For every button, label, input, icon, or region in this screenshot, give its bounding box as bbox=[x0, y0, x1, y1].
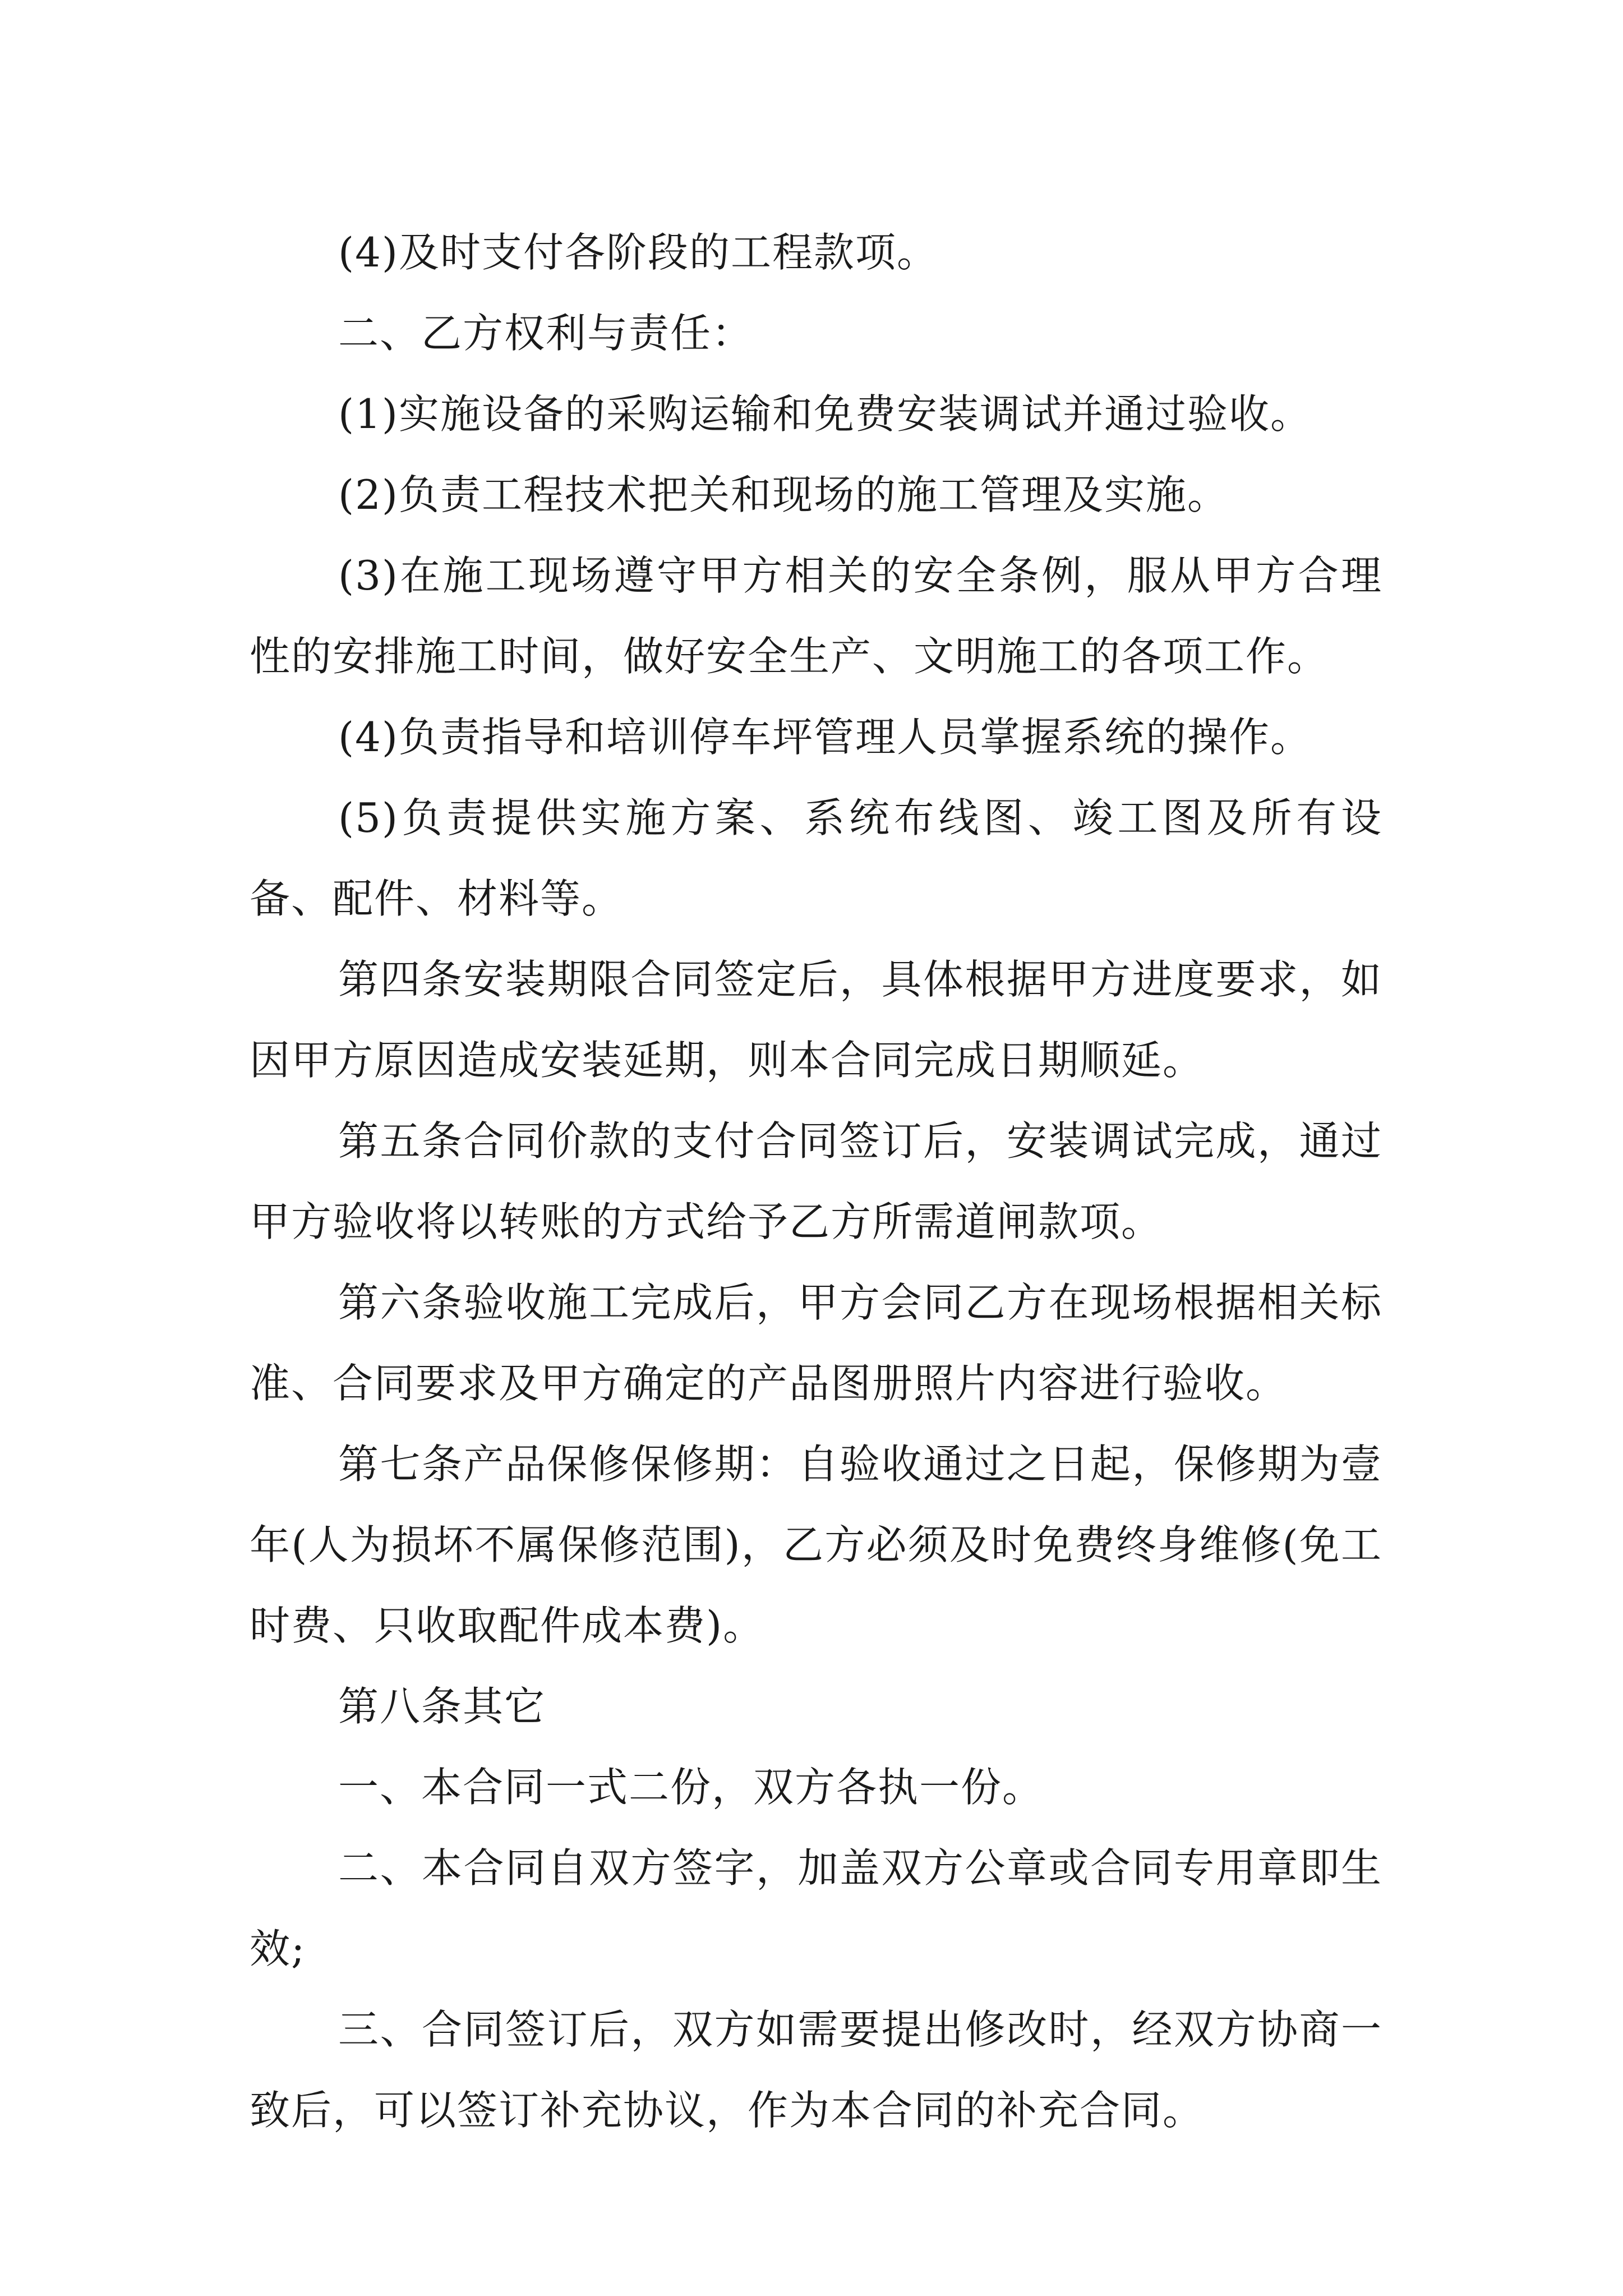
paragraph: 第八条其它 bbox=[338, 1683, 546, 1730]
paragraph: (4)负责指导和培训停车坪管理人员掌握系统的操作。 bbox=[338, 714, 1312, 761]
paragraph: (1)实施设备的采购运输和免费安装调试并通过验收。 bbox=[338, 390, 1312, 438]
paragraph: 一、本合同一式二份，双方各执一份。 bbox=[338, 1764, 1044, 1811]
document-body bbox=[250, 212, 1382, 2151]
paragraph: 二、乙方权利与责任： bbox=[338, 310, 754, 357]
paragraph: (4)及时支付各阶段的工程款项。 bbox=[338, 229, 938, 276]
paragraph: 第四条安装期限合同签定后，具体根据甲方进度要求，如因甲方原因造成安装延期，则本合同完成日期顺延。 bbox=[250, 956, 1382, 1084]
paragraph: 二、本合同自双方签字，加盖双方公章或合同专用章即生效; bbox=[250, 1844, 1382, 1972]
paragraph: (5)负责提供实施方案、系统布线图、竣工图及所有设备、配件、材料等。 bbox=[250, 794, 1382, 922]
paragraph: 第七条产品保修保修期：自验收通过之日起，保修期为壹年(人为损坏不属保修范围)，乙方必须及时免费终身维修(免工时费、只收取配件成本费)。 bbox=[250, 1441, 1382, 1649]
paragraph: 第六条验收施工完成后，甲方会同乙方在现场根据相关标准、合同要求及甲方确定的产品图册照片内容进行验收。 bbox=[250, 1279, 1382, 1407]
paragraph: 三、合同签订后，双方如需要提出修改时，经双方协商一致后，可以签订补充协议，作为本合同的补充合同。 bbox=[250, 2006, 1382, 2134]
paragraph: 第五条合同价款的支付合同签订后，安装调试完成，通过甲方验收将以转账的方式给予乙方所需道闸款项。 bbox=[250, 1117, 1382, 1245]
paragraph: (3)在施工现场遵守甲方相关的安全条例，服从甲方合理性的安排施工时间，做好安全生产、文明施工的各项工作。 bbox=[250, 552, 1382, 680]
paragraph: (2)负责工程技术把关和现场的施工管理及实施。 bbox=[338, 471, 1229, 518]
